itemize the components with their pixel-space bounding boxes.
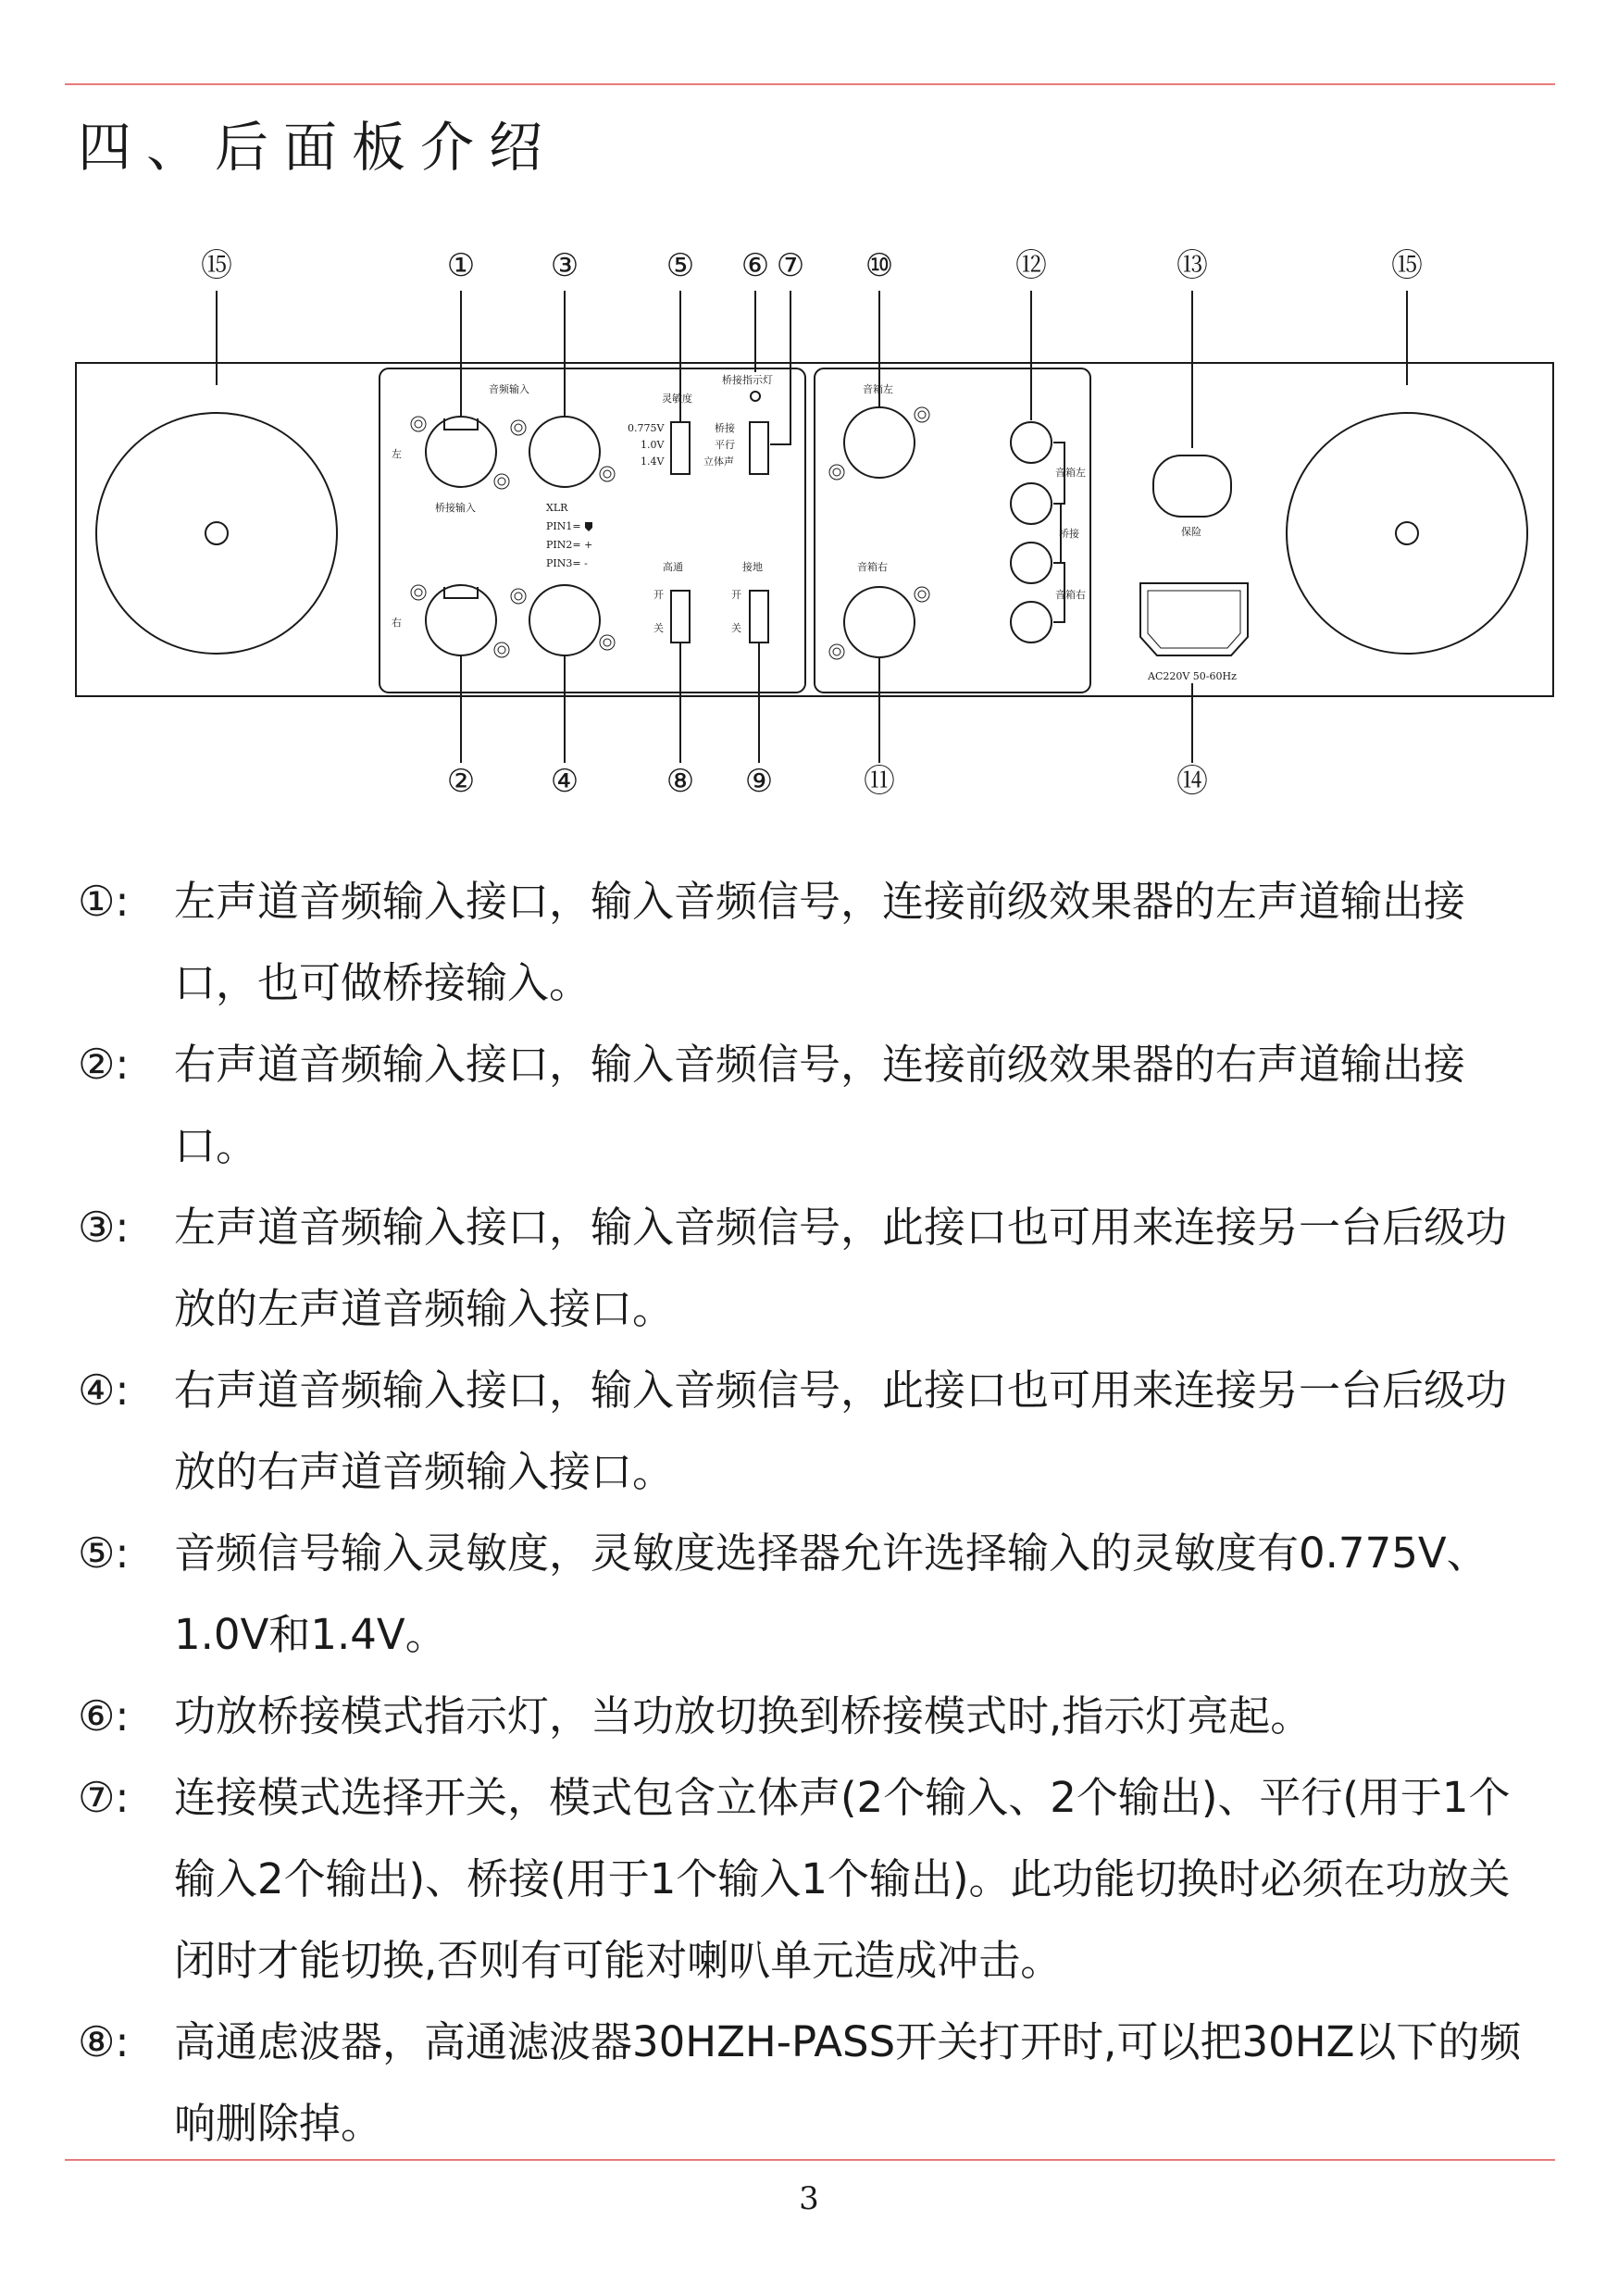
callout-3: ③ (550, 248, 579, 284)
callout-7: ⑦ (776, 248, 805, 284)
label-sensitivity: 灵敏度 (662, 393, 692, 405)
ground-switch (750, 591, 768, 643)
label-10v: 1.0V (641, 439, 665, 451)
item-number: ④: (78, 1366, 130, 1415)
label-bridge: 桥接 (715, 422, 735, 434)
xlr-input-left (411, 417, 509, 489)
highpass-switch (671, 591, 690, 643)
item-number: ⑤: (78, 1529, 130, 1578)
callout-9: ⑨ (744, 763, 774, 800)
callout-5: ⑤ (666, 248, 695, 284)
page-number: 3 (799, 2180, 819, 2217)
item-text: 连接模式选择开关，模式包含立体声(2个输入、2个输出)、平行(用于1个输入2个输出)、桥接(用于1个输入1个输出)。此功能切换时必须在功放关闭时才能切换,否则有可能对喇叭单元造成冲击。 (174, 1773, 1511, 1985)
list-item (78, 1024, 1540, 1187)
list-item (78, 1513, 1540, 1676)
label-left: 左 (392, 448, 402, 460)
sensitivity-switch (671, 422, 690, 474)
xlr-link-right (511, 585, 615, 655)
item-text: 音频信号输入灵敏度，灵敏度选择器允许选择输入的灵敏度有0.775V、1.0V和1.4V。 (174, 1529, 1488, 1659)
label-highpass-off: 关 (653, 622, 664, 634)
label-xlr: XLR (546, 502, 568, 514)
label-ground-off: 关 (731, 622, 741, 634)
xlr-link-left (511, 417, 615, 487)
input-subpanel (380, 368, 805, 693)
item-number: ⑥: (78, 1691, 130, 1741)
item-number: ①: (78, 877, 130, 926)
xlr-input-right (411, 585, 509, 657)
left-vent (96, 413, 337, 654)
label-pin3: PIN3= - (546, 557, 588, 569)
label-right: 右 (392, 617, 402, 629)
callout-4: ④ (550, 763, 579, 800)
bottom-rule (65, 2159, 1555, 2161)
label-posts-right: 音箱右 (1055, 589, 1086, 601)
item-text: 左声道音频输入接口，输入音频信号，此接口也可用来连接另一台后级功放的左声道音频输入接口。 (174, 1203, 1508, 1333)
item-number: ⑧: (78, 2017, 130, 2066)
callout-10: ⑩ (865, 248, 894, 284)
callout-2: ② (446, 763, 476, 800)
callout-15-left: ⑮ (201, 248, 232, 284)
callout-11: ⑪ (864, 763, 895, 800)
callout-6: ⑥ (741, 248, 770, 284)
list-item (78, 1350, 1540, 1513)
list-item (78, 1187, 1540, 1350)
callout-8: ⑧ (666, 763, 695, 800)
label-pin2: PIN2= + (546, 539, 593, 551)
label-ac: AC220V 50-60Hz (1148, 670, 1237, 682)
label-fuse: 保险 (1181, 526, 1201, 538)
item-number: ③: (78, 1203, 130, 1252)
label-audio-input: 音频输入 (489, 383, 529, 395)
label-bridge-input: 桥接输入 (435, 502, 476, 514)
label-bridge-indicator: 桥接指示灯 (722, 374, 773, 386)
label-pin1: PIN1= (546, 520, 581, 532)
label-speaker-right: 音箱右 (857, 561, 888, 573)
callout-1: ① (446, 248, 476, 284)
callout-14: ⑭ (1176, 763, 1208, 800)
description-list (78, 861, 1540, 2165)
item-text: 右声道音频输入接口，输入音频信号，此接口也可用来连接另一台后级功放的右声道音频输入接口。 (174, 1366, 1508, 1496)
label-posts-left: 音箱左 (1055, 467, 1086, 479)
right-vent (1287, 413, 1527, 654)
label-highpass: 高通 (663, 561, 683, 573)
speaker-output-right (829, 587, 929, 659)
rear-panel-diagram (74, 248, 1555, 813)
label-0775v: 0.775V (628, 422, 665, 434)
list-item (78, 1757, 1540, 2002)
item-number: ⑦: (78, 1773, 130, 1822)
label-speaker-left: 音箱左 (863, 383, 893, 395)
speaker-binding-posts (1011, 422, 1064, 643)
item-text: 高通虑波器，高通滤波器30HZH-PASS开关打开时,可以把30HZ以下的频响删除掉。 (174, 2017, 1522, 2148)
page-title: 四、后面板介绍 (78, 116, 558, 179)
callout-12: ⑫ (1015, 248, 1047, 284)
callout-13: ⑬ (1176, 248, 1208, 284)
list-item (78, 861, 1540, 1024)
item-text: 右声道音频输入接口，输入音频信号，连接前级效果器的右声道输出接口。 (174, 1040, 1466, 1170)
fuse-holder (1153, 455, 1231, 517)
ac-power-socket (1140, 583, 1248, 655)
label-stereo: 立体声 (703, 455, 734, 468)
speaker-output-left (829, 407, 929, 480)
label-14v: 1.4V (641, 455, 665, 468)
list-item (78, 1676, 1540, 1757)
label-parallel: 平行 (715, 439, 735, 451)
list-item (78, 2002, 1540, 2165)
item-number: ②: (78, 1040, 130, 1089)
item-text: 左声道音频输入接口，输入音频信号，连接前级效果器的左声道输出接口，也可做桥接输入。 (174, 877, 1466, 1007)
callout-15-right: ⑮ (1391, 248, 1423, 284)
top-rule (65, 83, 1555, 85)
mode-switch (750, 422, 768, 474)
bridge-indicator-led (751, 392, 760, 401)
label-highpass-on: 开 (653, 589, 664, 601)
label-ground: 接地 (742, 561, 763, 573)
label-posts-bridge: 桥接 (1059, 528, 1079, 540)
label-ground-on: 开 (731, 589, 741, 601)
item-text: 功放桥接模式指示灯，当功放切换到桥接模式时,指示灯亮起。 (174, 1691, 1313, 1741)
